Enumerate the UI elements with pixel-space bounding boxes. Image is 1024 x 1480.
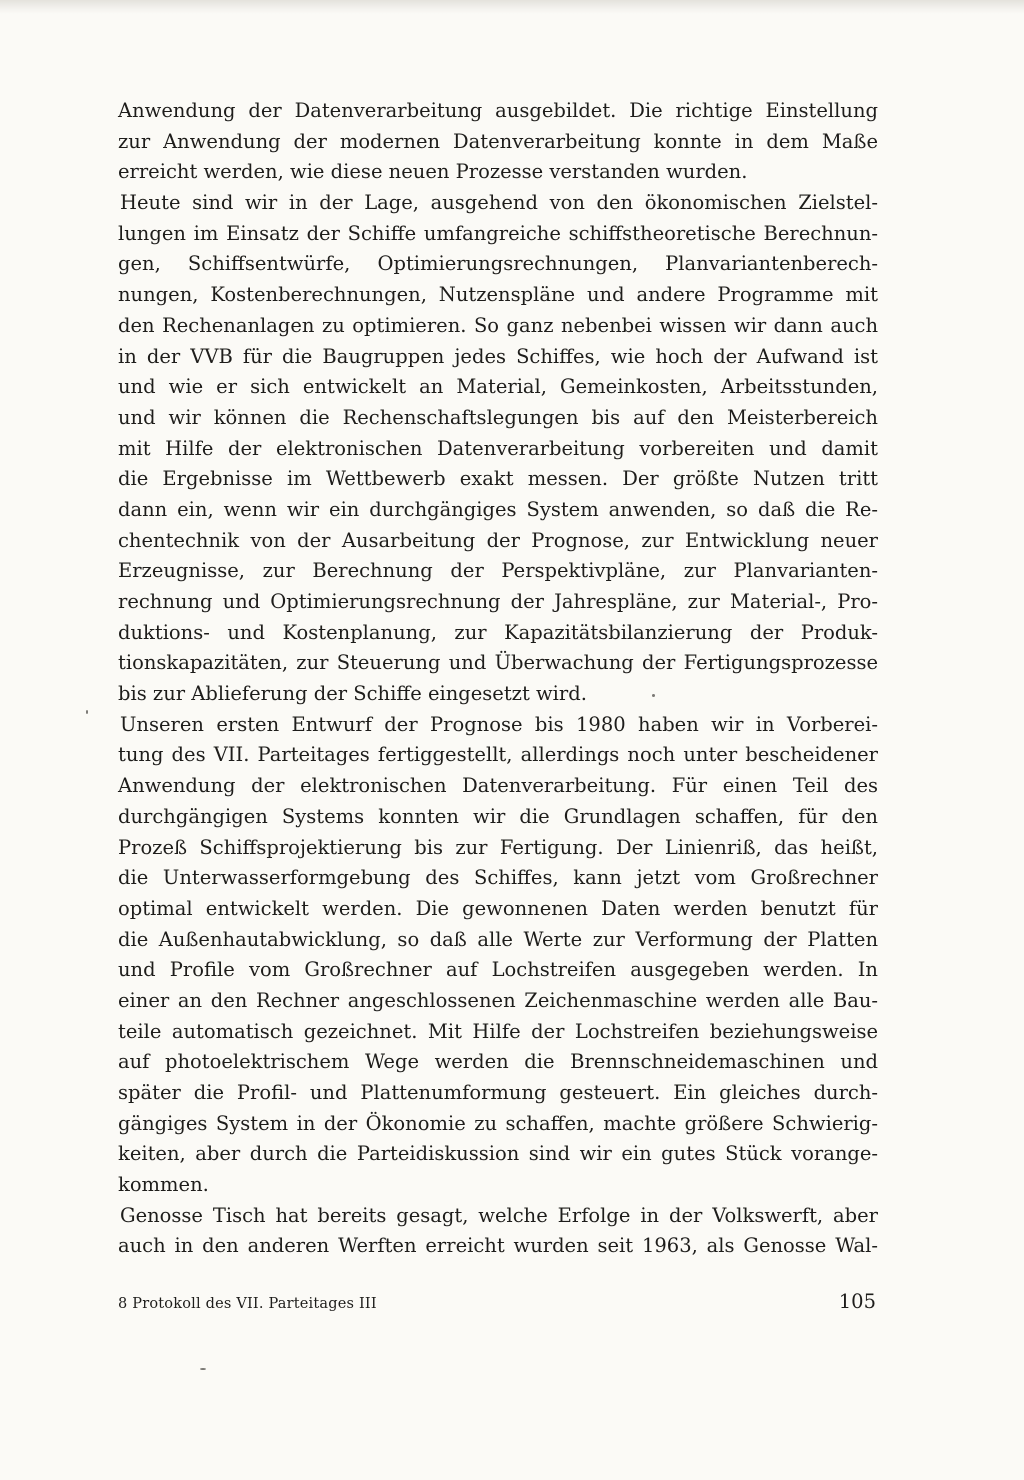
paragraph-1 — [118, 96, 878, 188]
text-line: den Rechenanlagen zu optimieren. So ganz nebenbei wissen wir dann auch — [118, 313, 878, 337]
text-line: Heute sind wir in der Lage, ausgehend von den ökonomischen Zielstel- — [120, 191, 878, 215]
text-line: gen, Schiffsentwürfe, Optimierungsrechnungen, Planvariantenberech- — [118, 252, 878, 276]
text-line: und wir können die Rechenschaftslegungen bis auf den Meisterbereich — [118, 405, 878, 429]
text-line: nungen, Kostenberechnungen, Nutzenspläne und andere Programme mit — [118, 283, 878, 307]
text-line: Anwendung der elektronischen Datenverarbeitung. Für einen Teil des — [118, 774, 878, 798]
text-line: duktions- und Kostenplanung, zur Kapazitätsbilanzierung der Produk- — [118, 620, 878, 644]
text-line: chentechnik von der Ausarbeitung der Prognose, zur Entwicklung neuer — [118, 528, 878, 552]
text-line: Erzeugnisse, zur Berechnung der Perspektivpläne, zur Planvarianten- — [118, 559, 878, 583]
text-line: dann ein, wenn wir ein durchgängiges System anwenden, so daß die Re- — [118, 497, 878, 521]
text-line: in der VVB für die Baugruppen jedes Schiffes, wie hoch der Aufwand ist — [118, 344, 878, 368]
scan-top-edge — [0, 0, 1024, 14]
paragraph-2 — [118, 188, 878, 710]
text-line: die Unterwasserformgebung des Schiffes, kann jetzt vom Großrechner — [118, 866, 878, 890]
text-line: die Ergebnisse im Wettbewerb exakt messen. Der größte Nutzen tritt — [118, 467, 878, 491]
text-line: mit Hilfe der elektronischen Datenverarbeitung vorbereiten und damit — [118, 436, 878, 460]
text-line: später die Profil- und Plattenumformung gesteuert. Ein gleiches durch- — [118, 1081, 878, 1104]
scan-speck — [86, 710, 88, 714]
scan-speck — [652, 694, 655, 697]
text-line: keiten, aber durch die Parteidiskussion sind wir ein gutes Stück vorange- — [118, 1142, 878, 1166]
text-line: und Profile vom Großrechner auf Lochstreifen ausgegeben werden. In — [118, 958, 878, 982]
text-line: rechnung und Optimierungsrechnung der Jahrespläne, zur Material-, Pro- — [118, 590, 878, 613]
text-line: kommen. — [118, 1173, 209, 1197]
text-line: gängiges System in der Ökonomie zu schaffen, machte größere Schwierig- — [118, 1111, 878, 1135]
text-line: und wie er sich entwickelt an Material, Gemeinkosten, Arbeitsstunden, — [118, 375, 878, 399]
text-line: tionskapazitäten, zur Steuerung und Überwachung der Fertigungsprozesse — [118, 651, 878, 675]
text-line: tung des VII. Parteitages fertiggestellt, allerdings noch unter bescheidener — [118, 743, 878, 767]
page-footer — [118, 1290, 878, 1320]
text-line: Prozeß Schiffsprojektierung bis zur Fertigung. Der Linienriß, das heißt, — [118, 835, 878, 859]
footer-signature: 8 Protokoll des VII. Parteitages III — [118, 1296, 377, 1312]
text-line: Unseren ersten Entwurf der Prognose bis 1980 haben wir in Vorberei- — [120, 712, 878, 736]
scan-speck — [200, 1368, 206, 1370]
text-line: zur Anwendung der modernen Datenverarbeitung konnte in dem Maße — [118, 129, 878, 153]
text-line: Genosse Tisch hat bereits gesagt, welche Erfolge in der Volkswerft, aber — [120, 1203, 878, 1227]
text-line: teile automatisch gezeichnet. Mit Hilfe der Lochstreifen beziehungsweise — [118, 1019, 878, 1043]
text-line: erreicht werden, wie diese neuen Prozesse verstanden wurden. — [118, 160, 748, 184]
text-line: lungen im Einsatz der Schiffe umfangreiche schiffstheoretische Berechnun- — [118, 221, 878, 245]
page-number: 105 — [838, 1290, 876, 1313]
text-line: auf photoelektrischem Wege werden die Brennschneidemaschinen und — [118, 1050, 878, 1074]
text-line: einer an den Rechner angeschlossenen Zeichenmaschine werden alle Bau- — [118, 988, 878, 1012]
paragraph-3 — [118, 710, 878, 1201]
body-text — [118, 96, 878, 1262]
text-line: die Außenhautabwicklung, so daß alle Werte zur Verformung der Platten — [118, 927, 878, 951]
text-line: auch in den anderen Werften erreicht wurden seit 1963, als Genosse Wal- — [118, 1234, 878, 1258]
text-line: durchgängigen Systems konnten wir die Grundlagen schaffen, für den — [118, 804, 878, 828]
text-line: Anwendung der Datenverarbeitung ausgebildet. Die richtige Einstellung — [118, 99, 878, 122]
text-line: optimal entwickelt werden. Die gewonnenen Daten werden benutzt für — [118, 896, 878, 920]
paragraph-4 — [118, 1201, 878, 1262]
text-line: bis zur Ablieferung der Schiffe eingesetzt wird. — [118, 682, 587, 706]
